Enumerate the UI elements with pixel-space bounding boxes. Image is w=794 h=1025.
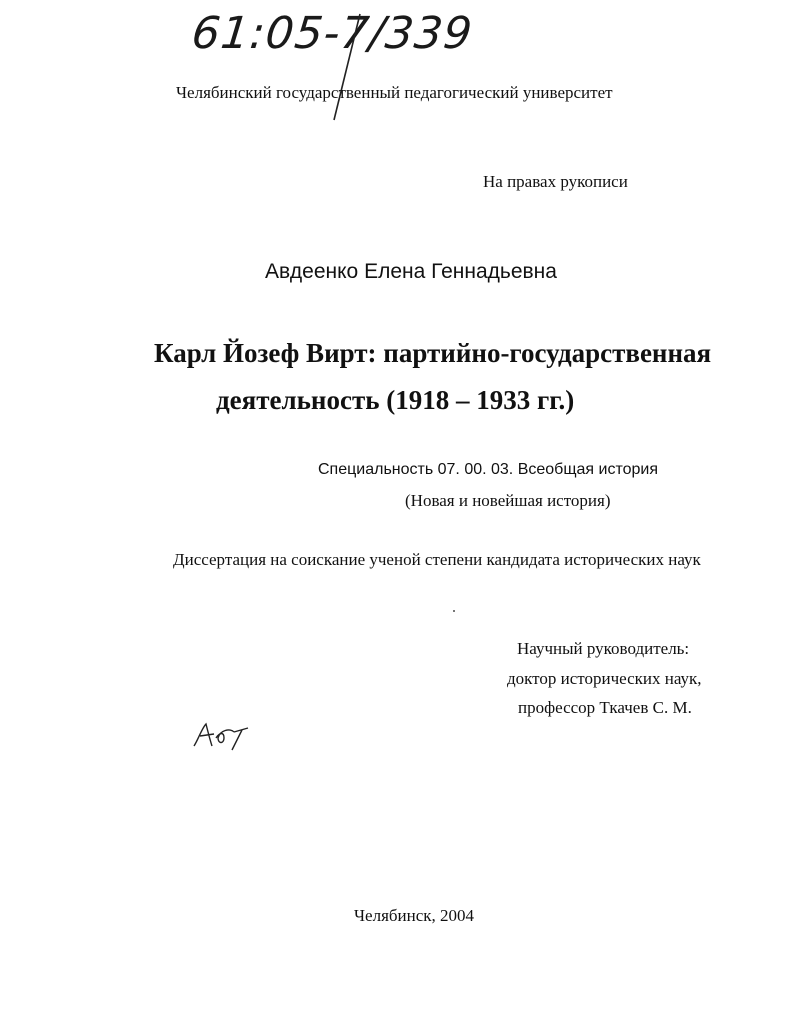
dissertation-title-line-1: Карл Йозеф Вирт: партийно-государственная <box>154 338 712 368</box>
supervisor-heading: Научный руководитель: <box>517 639 690 658</box>
supervisor-degree: доктор исторических наук, <box>507 669 702 688</box>
supervisor-name: профессор Ткачев С. М. <box>518 698 692 717</box>
scan-speck <box>453 610 455 612</box>
institution-name: Челябинский государственный педагогический университет <box>176 83 613 102</box>
author-name: Авдеенко Елена Геннадьевна <box>265 260 557 283</box>
specialty-subfield: (Новая и новейшая история) <box>405 491 611 510</box>
dissertation-title-line-2: деятельность (1918 – 1933 гг.) <box>216 385 575 415</box>
handwritten-catalog-number: 61:05-7/339 <box>189 8 476 59</box>
dissertation-degree-statement: Диссертация на соискание ученой степени кандидата исторических наук <box>173 550 701 569</box>
specialty-code: Специальность 07. 00. 03. Всеобщая история <box>318 461 658 478</box>
manuscript-rights-note: На правах рукописи <box>483 172 628 191</box>
handwritten-signature <box>190 718 252 752</box>
city-and-year: Челябинск, 2004 <box>354 906 475 925</box>
handwritten-slash-stroke <box>330 12 364 122</box>
